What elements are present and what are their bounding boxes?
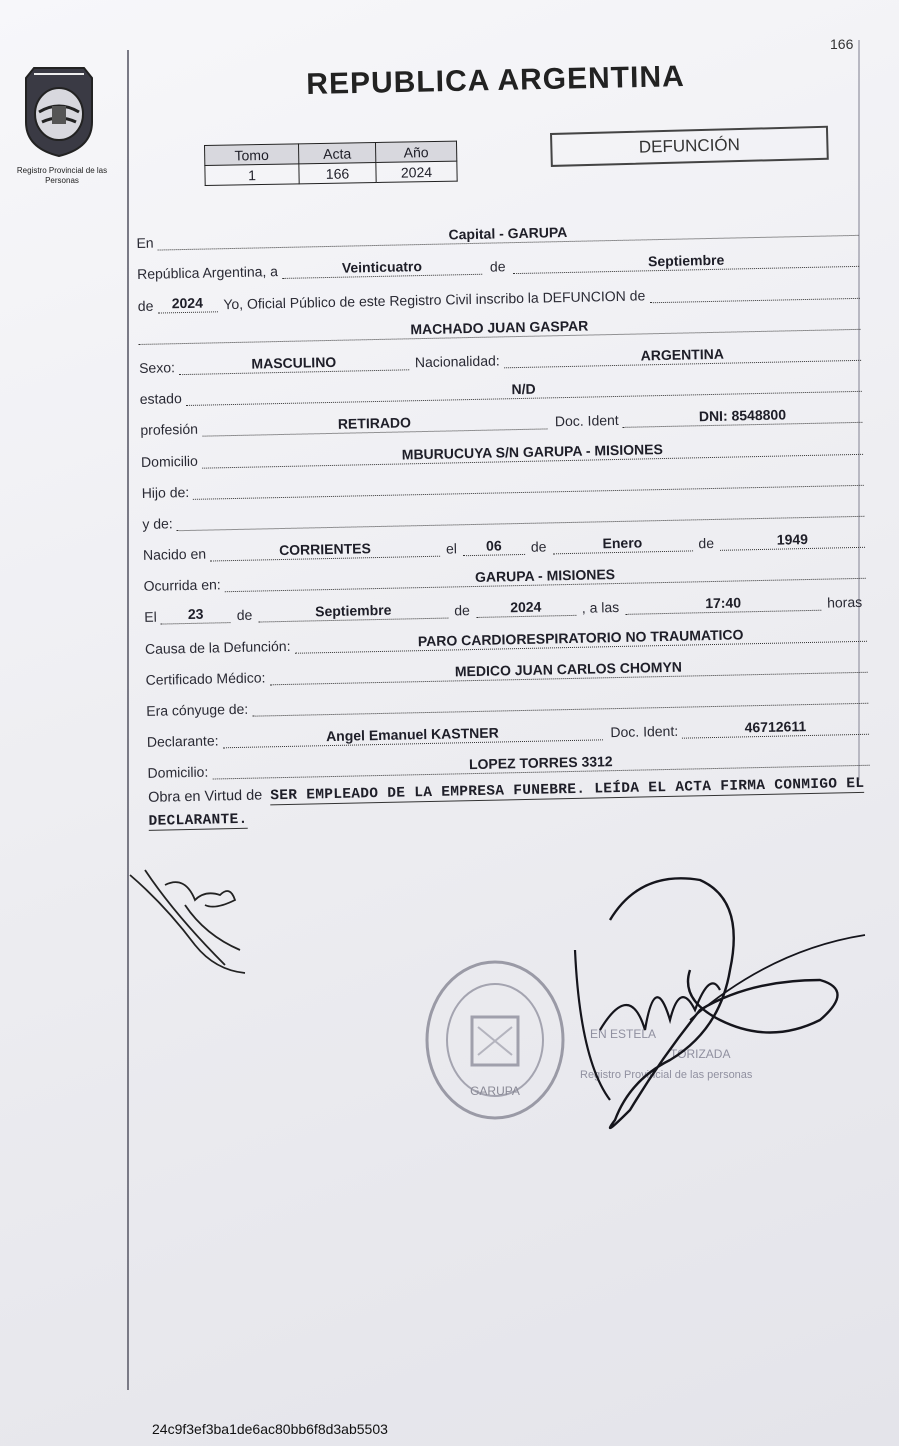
decl-doc-label: Doc. Ident: [610,722,679,741]
decl-domicilio-label: Domicilio: [147,763,209,782]
year-field: 2024 [157,294,217,313]
horas-label: horas [826,594,863,612]
acta-table [204,141,458,186]
deceased-name-field: MACHADO JUAN GASPAR [138,312,860,345]
obra-text: SER EMPLEADO DE LA EMPRESA FUNEBRE. LEÍDA EL ACTA FIRMA CONMIGO EL DECLARANTE. [148,776,865,831]
year-de-label: de [137,297,154,314]
day-words-field: Veinticuatro [282,257,482,279]
el-label: el [445,540,458,557]
birth-month-field: Enero [552,533,692,554]
estado-field: N/D [186,374,862,406]
el2-label: El [144,609,157,626]
nacionalidad-field: ARGENTINA [503,343,861,368]
nacido-field: CORRIENTES [210,539,440,562]
registry-seal-stamp [420,955,570,1125]
coat-of-arms-icon [14,60,104,160]
death-year-field: 2024 [476,598,576,618]
certificado-field: MEDICO JUAN CARLOS CHOMYN [269,655,867,686]
declarant-signature [125,855,265,985]
sexo-label: Sexo: [138,359,176,376]
yo-text: Yo, Oficial Público de este Registro Civil inscribo la DEFUNCION de [223,286,646,312]
official-stamp-registry: Registro Provincial de las personas [580,1069,753,1081]
conyuge-label: Era cónyuge de: [146,700,249,719]
de-label: de [489,258,506,275]
page-number: 166 [830,36,854,52]
nacido-label: Nacido en [142,545,207,563]
official-signature [570,860,870,1150]
obra-label: Obra en Virtud de [147,787,263,807]
ano-value: 2024 [376,161,457,182]
birth-day-field: 06 [463,537,525,556]
death-day-field: 23 [161,606,231,625]
domicilio-label: Domicilio [140,452,199,470]
tomo-header: Tomo [205,144,299,166]
death-month-field: Septiembre [258,601,448,623]
estado-label: estado [139,390,182,408]
domicilio-field: MBURUCUYA S/N GARUPA - MISIONES [202,436,863,468]
ocurrida-field: GARUPA - MISIONES [224,561,865,592]
place-field: Capital - GARUPA [157,218,858,251]
certificate-form [136,205,871,833]
alas-label: , a las [581,599,620,617]
en-label: En [136,234,154,252]
official-stamp-name: EN ESTELA [590,1027,657,1041]
declarante-field: Angel Emanuel KASTNER [222,723,602,749]
birth-de1-label: de [530,538,547,555]
registry-label: Registro Provincial de las Personas [16,166,108,185]
declarante-label: Declarante: [146,732,219,751]
tomo-value: 1 [205,164,299,186]
margin-line [127,50,129,1390]
birth-de2-label: de [698,535,715,552]
nacionalidad-label: Nacionalidad: [414,352,500,371]
doc-ident-field: DNI: 8548800 [623,405,863,428]
acta-header: Acta [298,143,375,164]
ano-header: Año [375,141,456,162]
republica-label: República Argentina, a [136,263,279,283]
causa-field: PARO CARDIORESPIRATORIO NO TRAUMATICO [294,623,867,653]
document-type-box: DEFUNCIÓN [550,126,829,167]
death-time-field: 17:40 [625,593,821,615]
causa-label: Causa de la Defunción: [144,637,291,657]
decl-doc-field: 46712611 [682,717,869,739]
ocurrida-label: Ocurrida en: [143,576,221,595]
official-stamp-title: TORIZADA [670,1047,731,1061]
profesion-label: profesión [140,421,199,439]
stamp-label: GARUPA [470,1084,520,1098]
death-de2-label: de [454,602,471,619]
y-de-label: y de: [142,515,173,532]
document-title: REPUBLICA ARGENTINA [306,60,686,101]
doc-ident-label: Doc. Ident [554,412,619,430]
sexo-field: MASCULINO [179,352,409,375]
document-hash: 24c9f3ef3ba1de6ac80bb6f8d3ab5503 [152,1421,388,1437]
hijo-label: Hijo de: [141,483,190,501]
certificado-label: Certificado Médico: [145,669,266,688]
month-field: Septiembre [513,249,859,274]
decl-domicilio-field: LOPEZ TORRES 3312 [212,748,870,780]
profesion-field: RETIRADO [202,412,547,437]
death-de1-label: de [236,607,253,624]
acta-value: 166 [299,163,376,184]
birth-year-field: 1949 [720,530,865,551]
